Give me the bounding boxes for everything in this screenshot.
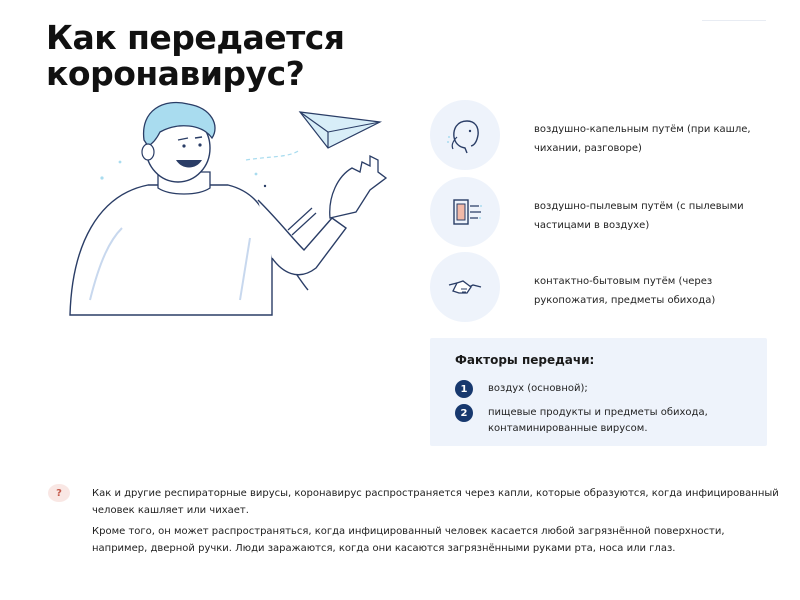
decorative-line	[702, 20, 766, 21]
factor-number: 2	[455, 404, 473, 422]
factor-number: 1	[455, 380, 473, 398]
dust-icon	[430, 177, 500, 247]
factors-title: Факторы передачи:	[455, 353, 595, 367]
factors-panel	[430, 338, 767, 446]
note-paragraph-2: Кроме того, он может распространяться, когда инфицированный человек касается любой загрязнённой поверхности, например, дверной ручки. Люди заражаются, когда они касаются загрязнёнными руками рта, носа или глаз.	[92, 526, 725, 554]
question-icon: ?	[48, 484, 70, 502]
page-title	[46, 20, 345, 92]
page-title-line-2: коронавирус?	[46, 54, 305, 93]
man-throwing-paper-plane-illustration	[60, 100, 400, 330]
route-text: воздушно-капельным путём (при кашле, чихании, разговоре)	[534, 124, 751, 154]
factor-text: пищевые продукты и предметы обихода, контаминированные вирусом.	[488, 407, 708, 434]
route-item	[430, 252, 770, 322]
route-text: контактно-бытовым путём (через рукопожатия, предметы обихода)	[534, 276, 716, 306]
route-item	[430, 100, 770, 170]
page-title-line-1: Как передается	[46, 18, 345, 57]
route-text: воздушно-пылевым путём (с пылевыми частицами в воздухе)	[534, 201, 744, 231]
route-item	[430, 177, 770, 247]
factor-text: воздух (основной);	[488, 383, 588, 394]
cough-icon	[430, 100, 500, 170]
handshake-icon	[430, 252, 500, 322]
note-paragraph-1: Как и другие респираторные вирусы, коронавирус распространяется через капли, которые образуются, когда инфицированный человек кашляет или чихает.	[92, 488, 779, 516]
